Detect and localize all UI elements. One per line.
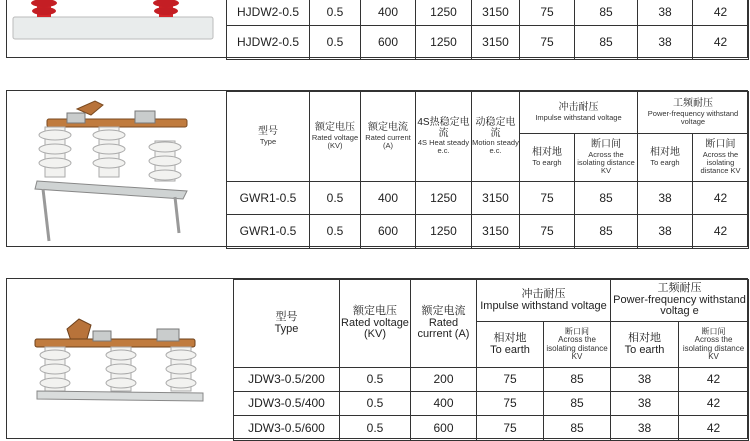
header-impulse	[520, 92, 638, 134]
copper-blade-icon	[47, 101, 187, 127]
header-label: 相对地	[493, 331, 527, 344]
table-cell: 38	[638, 0, 693, 26]
table-cell: 42	[693, 182, 749, 215]
table-cell: 400	[411, 392, 477, 416]
product-image-jdw3	[7, 279, 234, 438]
table-cell: 38	[638, 182, 693, 215]
header-label: 冲击耐压	[521, 287, 566, 300]
table-cell: 1250	[416, 0, 472, 26]
table-cell: 85	[575, 182, 638, 215]
header-label: 型号	[275, 310, 298, 323]
header-label: Rated current (A)	[417, 316, 470, 341]
porcelain-insulator-icon	[166, 347, 196, 391]
table-cell: 1250	[416, 182, 472, 215]
table-cell: 1250	[416, 26, 472, 60]
header-impulse	[477, 280, 611, 322]
spec-table-gwr1	[226, 91, 749, 249]
table-cell: 42	[679, 368, 749, 392]
table-cell: 1250	[416, 215, 472, 249]
table-cell: 3150	[472, 0, 520, 26]
table-cell: 85	[544, 416, 611, 441]
porcelain-insulator-icon	[40, 347, 70, 391]
header-label: 型号	[258, 126, 278, 138]
header-label: 额定电压	[353, 305, 397, 318]
header-label: 工频耐压	[657, 282, 702, 295]
header-label: 额定电流	[368, 122, 408, 134]
spec-table-jdw3	[233, 279, 749, 441]
table-cell: 85	[575, 26, 638, 60]
header-label: Across the isolating distance KV	[546, 335, 608, 361]
header-to-earth	[638, 134, 693, 182]
table-cell: 3150	[472, 215, 520, 249]
table-cell: 38	[611, 368, 679, 392]
table-cell: 400	[361, 0, 416, 26]
header-label: 相对地	[532, 147, 562, 159]
table-cell: 38	[638, 26, 693, 60]
table-cell: 0.5	[310, 0, 361, 26]
header-isolating	[679, 322, 749, 368]
header-label: 动稳定电流	[475, 117, 516, 139]
header-isolating	[575, 134, 638, 182]
header-label: 额定电流	[421, 305, 466, 318]
header-label: 4S热稳定电流	[417, 117, 470, 139]
table-cell: 75	[477, 416, 544, 441]
table-cell: 42	[693, 0, 749, 26]
cell-type: JDW3-0.5/600	[234, 416, 340, 441]
header-to-earth	[611, 322, 679, 368]
table-cell: 0.5	[310, 182, 361, 215]
table-cell: 75	[520, 215, 575, 249]
table-cell: 0.5	[340, 392, 411, 416]
product-block-hjdw2	[6, 0, 748, 58]
header-label: Rated voltage (KV)	[341, 316, 409, 341]
table-cell: 38	[611, 392, 679, 416]
cell-type: HJDW2-0.5	[227, 26, 310, 60]
cell-type: JDW3-0.5/400	[234, 392, 340, 416]
header-label: Across the isolating distance KV	[682, 335, 745, 361]
header-label: 额定电压	[315, 122, 355, 134]
product-image-hjdw2	[7, 0, 227, 57]
header-label: To earth	[624, 343, 665, 356]
header-label: To earth	[490, 343, 530, 356]
table-cell: 85	[544, 368, 611, 392]
table-cell: 600	[411, 416, 477, 441]
porcelain-insulator-icon	[39, 127, 71, 177]
header-rated-voltage	[340, 280, 411, 368]
table-cell: 200	[411, 368, 477, 392]
table-cell: 0.5	[340, 416, 411, 441]
header-label: Rated voltage (KV)	[311, 132, 359, 150]
copper-blade-icon	[35, 319, 195, 347]
product-block-jdw3	[6, 278, 748, 439]
header-label: Type	[274, 322, 299, 335]
red-insulator-icon	[153, 0, 179, 17]
porcelain-insulator-icon	[149, 141, 181, 181]
header-motion-steady	[472, 92, 520, 182]
table-cell: 400	[361, 182, 416, 215]
table-cell: 38	[611, 416, 679, 441]
header-to-earth	[477, 322, 544, 368]
header-type	[227, 92, 310, 182]
table-cell: 75	[520, 26, 575, 60]
header-label: Power-frequency withstand voltag e	[613, 293, 746, 318]
header-label: To eargh	[650, 157, 680, 167]
product-block-gwr1	[6, 90, 748, 247]
header-label: Across the isolating distance KV	[577, 149, 635, 175]
header-isolating	[544, 322, 611, 368]
table-cell: 38	[638, 215, 693, 249]
table-cell: 600	[361, 26, 416, 60]
porcelain-insulator-icon	[93, 127, 125, 177]
cell-type: HJDW2-0.5	[227, 0, 310, 26]
header-label: Rated current (A)	[365, 132, 411, 150]
header-label: 断口间	[705, 139, 736, 151]
table-row	[227, 0, 749, 26]
header-label: To eargh	[532, 157, 562, 167]
table-row	[234, 416, 749, 441]
header-rated-current	[411, 280, 477, 368]
table-cell: 3150	[472, 182, 520, 215]
header-label: 相对地	[628, 331, 662, 344]
table-cell: 75	[477, 368, 544, 392]
header-label: 断口间	[565, 326, 589, 336]
table-row	[227, 182, 749, 215]
spec-table-hjdw2	[226, 0, 749, 60]
table-cell: 42	[679, 392, 749, 416]
header-label: 断口间	[591, 139, 621, 151]
table-cell: 42	[693, 215, 749, 249]
table-cell: 0.5	[310, 215, 361, 249]
header-label: 4S Heat steady e.c.	[417, 138, 470, 155]
header-power-frequency	[611, 280, 749, 322]
header-rated-current	[361, 92, 416, 182]
cell-type: GWR1-0.5	[227, 215, 310, 249]
porcelain-insulator-icon	[106, 347, 136, 391]
table-cell: 75	[520, 182, 575, 215]
header-label: Motion steady e.c.	[472, 138, 519, 155]
table-cell: 0.5	[340, 368, 411, 392]
table-row	[234, 368, 749, 392]
table-cell: 75	[520, 0, 575, 26]
cell-type: JDW3-0.5/200	[234, 368, 340, 392]
product-image-gwr1	[7, 91, 227, 246]
header-label: Type	[259, 136, 277, 146]
table-cell: 3150	[472, 26, 520, 60]
header-rated-voltage	[310, 92, 361, 182]
header-label: Power-frequency withstand voltage	[647, 108, 739, 126]
table-row	[227, 215, 749, 249]
table-cell: 85	[544, 392, 611, 416]
red-insulator-icon	[31, 0, 57, 17]
header-heat-steady	[416, 92, 472, 182]
header-label: 工频耐压	[673, 98, 713, 110]
table-row	[227, 26, 749, 60]
header-label: 相对地	[650, 147, 680, 159]
header-label: 断口间	[701, 326, 726, 336]
header-to-earth	[520, 134, 575, 182]
table-cell: 85	[575, 215, 638, 249]
table-row	[234, 392, 749, 416]
header-power-frequency	[638, 92, 749, 134]
table-cell: 600	[361, 215, 416, 249]
header-label: Impulse withstand voltage	[480, 299, 607, 312]
table-cell: 0.5	[310, 26, 361, 60]
table-cell: 42	[693, 26, 749, 60]
header-label: 冲击耐压	[558, 102, 599, 114]
header-isolating	[693, 134, 749, 182]
table-cell: 75	[477, 392, 544, 416]
table-cell: 42	[679, 416, 749, 441]
table-cell: 85	[575, 0, 638, 26]
header-label: Impulse withstand voltage	[535, 112, 622, 122]
header-type	[234, 280, 340, 368]
header-label: Across the isolating distance KV	[700, 149, 741, 175]
cell-type: GWR1-0.5	[227, 182, 310, 215]
